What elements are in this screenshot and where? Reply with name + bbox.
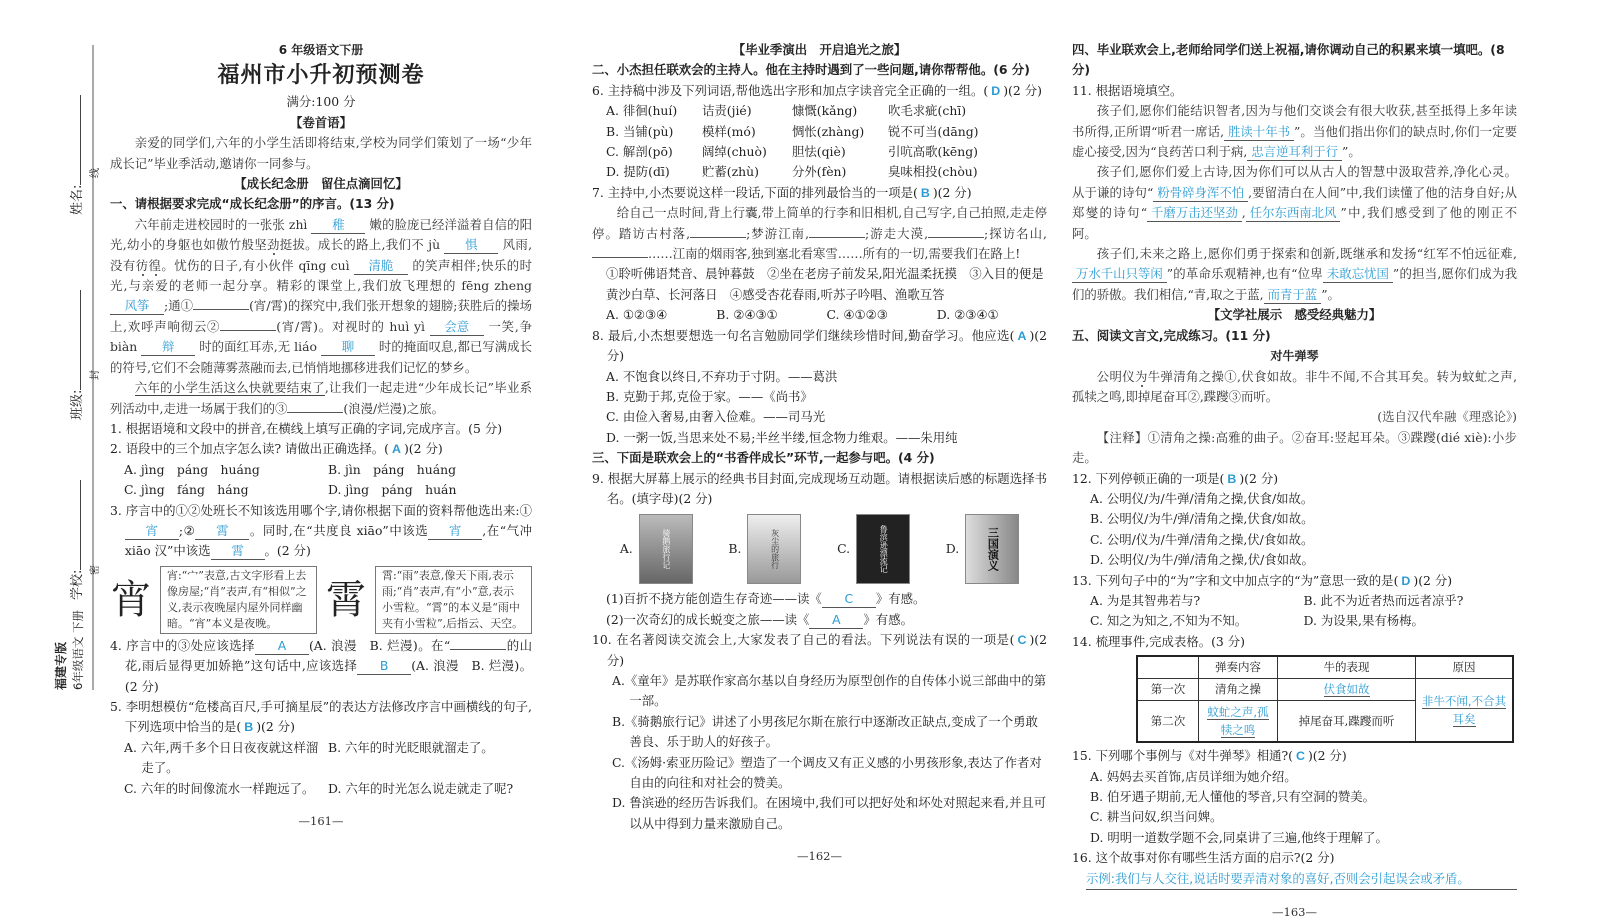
answer-blank: 千磨万击还坚劲 bbox=[1147, 204, 1242, 222]
answer-blank: 胜读十年书 bbox=[1224, 123, 1294, 141]
answer-blank: 惧 bbox=[444, 236, 498, 254]
book-covers bbox=[592, 509, 1047, 589]
book-cover-image: 鲁滨逊漂流记 bbox=[856, 514, 910, 584]
event-table bbox=[1136, 655, 1514, 743]
text-run: (2)一次奇幻的成长蜕变之旅——读《 bbox=[606, 611, 810, 627]
answer-blank: 霄 bbox=[211, 542, 265, 560]
text-run: (宵/霄)的探究中,我们张开想象的翅膀;获胜后的操场上,欢呼声响彻云② bbox=[110, 298, 532, 334]
text-run: ;游走大漠, bbox=[865, 225, 929, 241]
text-run: 12. 下列停顿正确的一项是( bbox=[1072, 470, 1225, 486]
choice-answer: C bbox=[1295, 749, 1305, 764]
answer-blank: 宵 bbox=[125, 522, 179, 540]
text-run: 一笑,争 biàn bbox=[110, 318, 532, 355]
note-box: 宵:“宀”表意,古文字形看上去像房屋;“肖”表声,有“相似”之义,表示夜晚屋内屋外同样幽暗。“宵”本义是夜晚。 bbox=[160, 566, 317, 634]
option-item: 锐不可当(dāng) bbox=[888, 123, 979, 139]
blessing-paragraph bbox=[1072, 162, 1517, 244]
answer-blank: 未敢忘忧国 bbox=[1323, 265, 1393, 283]
question-16-answer: 示例:我们与人交往,说话时要弄清对象的喜好,否则会引起误会或矛盾。 bbox=[1086, 869, 1517, 890]
text-run: 时的面红耳赤,无 liáo bbox=[195, 339, 321, 355]
question-12 bbox=[1072, 469, 1517, 489]
choice-answer: A bbox=[1017, 328, 1027, 343]
option-item: 慷慨(kǎng) bbox=[792, 103, 858, 119]
text-run: ;通① bbox=[164, 298, 194, 314]
table-cell: 掉尾奋耳,蹀躞而听 bbox=[1278, 701, 1416, 743]
section-2-heading: 二、小杰担任联欢会的主持人。他在主持时遇到了一些问题,请你帮帮他。(6 分) bbox=[592, 62, 1030, 78]
text-run: 5. 李明想模仿“危楼高百尺,手可摘星辰”的表达方法修改序言中画横线的句子,下列选项中恰当的是( bbox=[110, 698, 532, 735]
page-number: —162— bbox=[797, 849, 842, 864]
answer-blank: 忠言逆耳利于行 bbox=[1247, 143, 1342, 161]
book-cover-image: 灰尘的旅行 bbox=[747, 514, 801, 584]
dotted-character: 彷 bbox=[135, 257, 149, 273]
text-source: (选自汉代牟融《理惑论》) bbox=[1377, 409, 1517, 425]
grade-subtitle: 6 年级语文下册 bbox=[278, 43, 364, 57]
text-run: 牛弹清角之操①,伏食如故。非牛不闻,不合其耳矣。转为蚊虻之声,孤犊之鸣,即掉尾奋耳②,蹀躞③而听。 bbox=[1072, 368, 1518, 404]
book-option-a bbox=[620, 514, 693, 584]
question-6-options bbox=[592, 101, 1047, 183]
text-run: , bbox=[1241, 205, 1246, 221]
choice-answer: B bbox=[244, 720, 254, 735]
section-band: 【成长纪念册 留住点滴回忆】 bbox=[234, 176, 408, 192]
option-item: 阔绰(chuò) bbox=[702, 144, 767, 160]
blessing-paragraph bbox=[1072, 101, 1517, 162]
empty-blank bbox=[220, 330, 276, 331]
text-run: ;② bbox=[178, 522, 196, 538]
page-162 bbox=[592, 40, 1047, 867]
question-2 bbox=[110, 439, 532, 459]
text-run: 时的掩面叹息,都已写满成长的符号,它们不会随薄雾蒸融而去,已悄悄地挪移进我们记忆的梦乡。 bbox=[110, 339, 532, 375]
option-item: A. 妈妈去买首饰,店员详细为她介绍。 bbox=[1090, 768, 1297, 784]
secret-mark: 密 bbox=[90, 565, 101, 575]
section-1-heading: 一、请根据要求完成“成长纪念册”的序言。(13 分) bbox=[110, 196, 395, 212]
page-161 bbox=[110, 40, 532, 831]
text-run: 4. 序言中的③处应该选择 bbox=[110, 637, 255, 653]
question-15 bbox=[1072, 746, 1517, 766]
text-run: ,在“气冲 xiāo 汉”中该选 bbox=[124, 522, 532, 559]
seal-glyph-xiao-sky: 霄 bbox=[325, 576, 366, 623]
choice-answer: D bbox=[991, 83, 1001, 98]
school-field-label[interactable] bbox=[66, 480, 85, 600]
question-12-options bbox=[1072, 489, 1517, 571]
passage-paragraph bbox=[110, 378, 532, 419]
question-5-options bbox=[110, 738, 532, 799]
option-letter: A. bbox=[619, 541, 633, 557]
underlined-sentence: 六年的小学生活这么快就要结束了 bbox=[134, 380, 325, 396]
option-item: C. jìng fáng háng bbox=[124, 482, 249, 498]
text-run: 给自己一点时间,背上行囊,带上简单的行李和旧相机,自己写字,自己拍照,走走停停。踏访古村落, bbox=[592, 205, 1047, 241]
empty-blank bbox=[809, 237, 865, 238]
question-1: 1. 根据语境和文段中的拼音,在横线上填写正确的字词,完成序言。(5 分) bbox=[110, 420, 503, 436]
question-13 bbox=[1072, 571, 1517, 591]
section-band: 【文学社展示 感受经典魅力】 bbox=[1207, 307, 1382, 323]
option-item: C. 解剖(pō) bbox=[606, 144, 673, 160]
question-6 bbox=[592, 81, 1047, 101]
seal-glyph-xiao-night: 宵 bbox=[110, 576, 151, 623]
section-5-heading: 五、阅读文言文,完成练习。(11 分) bbox=[1072, 327, 1271, 343]
text-run: (A. 浪漫 B. 烂漫)。(2 分) bbox=[124, 658, 532, 694]
text-run: )(2 分) bbox=[1003, 82, 1042, 98]
text-run: )(2 分) bbox=[1307, 748, 1347, 764]
option-item: 诘责(jié) bbox=[702, 103, 752, 119]
option-item: B. 克勤于邦,克俭于家。——《尚书》 bbox=[606, 388, 813, 404]
text-run: ,让我们一起走进“少年成长记”毕业系列活动中,走进一场属于我们的③ bbox=[110, 380, 533, 416]
table-cell bbox=[1199, 701, 1278, 743]
option-item: D. ②③④① bbox=[936, 307, 999, 323]
option-item: 分外(fèn) bbox=[792, 164, 847, 180]
option-letter: D. bbox=[945, 541, 960, 557]
table-row bbox=[1137, 679, 1513, 701]
option-item: A. 为是其智弗若与? bbox=[1090, 592, 1201, 608]
text-run: 。同时,在“共度良 xiāo”中该选 bbox=[249, 522, 429, 538]
question-8 bbox=[592, 326, 1047, 367]
option-item: B. 伯牙遇子期前,无人懂他的琴音,只有空洞的赞美。 bbox=[1090, 789, 1376, 804]
question-13-options bbox=[1072, 591, 1517, 632]
answer-blank: 聊 bbox=[321, 338, 375, 356]
option-item: C.《汤姆·索亚历险记》塑造了一个调皮又有正义感的小男孩形象,表达了作者对自由的向往和对社会的赞美。 bbox=[612, 754, 1042, 790]
option-item: C. 公明/仪为/牛弹/清角之操,伏/食如故。 bbox=[1090, 531, 1314, 547]
option-item: B. ②④③① bbox=[716, 307, 778, 323]
text-run: 的山花,雨后显得更加娇艳”这句话中,应该选择 bbox=[124, 637, 533, 674]
text-run: 13. 下列句子中的“为”字和文中加点字的“为”意思一致的是( bbox=[1072, 572, 1399, 588]
text-run: ”的革命乐观精神,也有“位卑 bbox=[1166, 266, 1323, 282]
text-run: )(2 分) bbox=[932, 184, 972, 200]
option-letter: B. bbox=[728, 541, 742, 557]
binding-line bbox=[92, 45, 94, 690]
page-number: —161— bbox=[298, 814, 344, 828]
text-run: (浪漫/烂漫)之旅。 bbox=[343, 400, 444, 416]
choice-answer: A bbox=[392, 442, 401, 457]
option-item: A. 公明仪/为/牛弹/清角之操,伏食/如故。 bbox=[1090, 490, 1314, 506]
table-cell: 第一次 bbox=[1137, 679, 1199, 701]
empty-blank bbox=[193, 309, 249, 310]
option-item: A.《童年》是苏联作家高尔基以自身经历为原型创作的自传体小说三部曲中的第一部。 bbox=[612, 672, 1047, 709]
table-header: 弹奏内容 bbox=[1199, 656, 1278, 679]
note-box: 霄:“雨”表意,像天下雨,表示雨;“肖”表声,有“小”意,表示小雪粒。“霄”的本义是“雨中夹有小雪粒”,后指云、天空。 bbox=[375, 566, 532, 634]
option-item: 胆怯(qiè) bbox=[792, 144, 846, 160]
option-item: 吹毛求疵(chī) bbox=[888, 103, 967, 119]
table-header-row bbox=[1137, 656, 1513, 679]
text-run: 孩子们,愿你们爱上古诗,因为你们可以从古人的智慧中汲取营养,净化心灵。从于谦的诗句“ bbox=[1072, 164, 1517, 200]
empty-blank bbox=[928, 237, 984, 238]
option-item: C. ④①②③ bbox=[826, 307, 888, 323]
table-cell: 第二次 bbox=[1137, 701, 1199, 743]
dotted-character: 为 bbox=[1135, 368, 1148, 384]
answer-blank: 清脆 bbox=[354, 257, 408, 275]
choice-answer: B bbox=[920, 185, 930, 200]
option-item: B. 此不为近者热而远者凉乎? bbox=[1303, 592, 1464, 608]
blessing-paragraph bbox=[1072, 244, 1517, 305]
answer-text: 非牛不闻,不合其耳矣 bbox=[1421, 694, 1507, 727]
answer-blank: 霄 bbox=[195, 522, 249, 540]
text-run: (A. 浪漫 B. 烂漫)。在“ bbox=[308, 637, 451, 653]
book-cover-image: 三国演义 bbox=[965, 514, 1019, 584]
text-run: 。(2 分) bbox=[264, 543, 311, 559]
option-item: 模样(mó) bbox=[702, 123, 756, 139]
answer-blank: 宵 bbox=[428, 522, 482, 540]
answer-blank: C bbox=[822, 590, 876, 608]
text-run: 六年前走进校园时的一张张 zhì bbox=[134, 216, 312, 232]
class-label: 班级: bbox=[70, 389, 85, 420]
table-header: 牛的表现 bbox=[1278, 656, 1416, 679]
name-field-label[interactable] bbox=[66, 95, 85, 215]
text-run: ”。当他们指出你们的缺点时,你们一定要虚心接受,因为“良药苦口利于病, bbox=[1072, 123, 1517, 160]
question-7 bbox=[592, 183, 1047, 203]
option-item: 引吭高歌(kēng) bbox=[888, 144, 978, 160]
answer-text: 伏食如故 bbox=[1323, 682, 1370, 697]
question-2-options bbox=[110, 460, 532, 501]
text-run: )(2 分) bbox=[606, 632, 1047, 668]
full-score: 满分:100 分 bbox=[286, 94, 356, 110]
option-item: 贮蓄(zhù) bbox=[702, 164, 759, 180]
page-163 bbox=[1072, 40, 1517, 922]
option-item: D. 六年的时光怎么说走就走了呢? bbox=[328, 780, 514, 796]
text-run: 》有感。 bbox=[863, 611, 913, 627]
classical-text bbox=[1072, 367, 1517, 408]
character-notes bbox=[110, 566, 532, 634]
line-mark: 线 bbox=[90, 168, 101, 178]
choice-answer: D bbox=[1401, 573, 1411, 588]
annotations: 【注释】①清角之操:高雅的曲子。②奋耳:竖起耳朵。③蹀躞(dié xiè):小步走。 bbox=[1072, 429, 1517, 466]
text-run: ”。 bbox=[1342, 144, 1361, 160]
empty-blank bbox=[592, 257, 648, 258]
table-cell bbox=[1278, 679, 1416, 701]
section-4-heading: 四、毕业联欢会上,老师给同学们送上祝福,请你调动自己的积累来填一填吧。(8 分) bbox=[1072, 42, 1505, 78]
question-7-items: ①聆听佛语梵音、晨钟暮鼓 ②坐在老房子前发呆,阳光温柔抚摸 ③入目的便是黄沙白草、长河落日 ④感受杏花春雨,听苏子吟唱、渔歌互答 bbox=[606, 266, 1044, 302]
option-item: B.《骑鹅旅行记》讲述了小男孩尼尔斯在旅行中逐渐改正缺点,变成了一个勇敢善良、乐于助人的好孩子。 bbox=[612, 713, 1038, 750]
text-run: 10. 在名著阅读交流会上,大家发表了自己的看法。下列说法有误的一项是( bbox=[592, 632, 1015, 648]
table-header: 原因 bbox=[1416, 656, 1514, 679]
option-item: A. ①②③④ bbox=[606, 307, 668, 323]
answer-blank: 辩 bbox=[141, 338, 195, 356]
seal-mark: 封 bbox=[90, 370, 101, 380]
text-run: ”的担当,愿你们成为我们的骄傲。我们相信,“青,取之于蓝, bbox=[1072, 266, 1518, 302]
answer-text: 蚊虻之声,孤犊之鸣 bbox=[1207, 705, 1269, 738]
text-run: ;梦游江南, bbox=[746, 225, 810, 241]
text-run: 7. 主持中,小杰要说这样一段话,下面的排列最恰当的一项是( bbox=[592, 184, 918, 200]
question-10-options bbox=[592, 671, 1047, 834]
option-item: D. 一粥一饭,当思来处不易;半丝半缕,恒念物力维艰。——朱用纯 bbox=[606, 429, 958, 445]
table-header bbox=[1137, 656, 1199, 679]
empty-blank bbox=[690, 237, 746, 238]
option-item: D. 提防(dī) bbox=[606, 164, 670, 180]
answer-blank: 任尔东西南北风 bbox=[1246, 204, 1341, 222]
question-7-options bbox=[592, 305, 1047, 325]
option-item: C. 知之为知之,不知为不知。 bbox=[1090, 613, 1248, 629]
text-run: 》有感。 bbox=[875, 591, 926, 607]
page-number: —163— bbox=[1272, 905, 1317, 920]
dotted-character: 徨 bbox=[148, 257, 162, 273]
text-run: 2. 语段中的三个加点字怎么读? 请做出正确选择。( bbox=[110, 441, 389, 457]
option-item: A. jìng páng huáng bbox=[124, 461, 260, 477]
option-letter: C. bbox=[837, 541, 851, 557]
choice-answer: C bbox=[1017, 633, 1027, 648]
option-item: D. jìng páng huán bbox=[328, 482, 457, 498]
question-9: 9. 根据大屏幕上展示的经典书目封面,完成现场互动题。请根据读后感的标题选择书名。(填字母)(2 分) bbox=[592, 470, 1047, 506]
school-label: 学校: bbox=[70, 569, 85, 600]
question-3 bbox=[110, 501, 532, 562]
classical-text-title: 对牛弹琴 bbox=[1270, 349, 1319, 364]
text-run: 6. 主持稿中涉及下列词语,帮他选出字形和加点字读音完全正确的一组。( bbox=[592, 82, 989, 98]
class-field-label[interactable] bbox=[66, 290, 85, 420]
passage-paragraph bbox=[110, 215, 532, 378]
grade-label: 6年级语文 下册 bbox=[71, 610, 85, 690]
text-run: 15. 下列哪个事例与《对牛弹琴》相通?( bbox=[1072, 748, 1293, 764]
question-7-passage bbox=[592, 203, 1047, 264]
answer-blank: 会意 bbox=[430, 318, 484, 336]
option-item: C. 耕当问奴,织当问婢。 bbox=[1090, 809, 1223, 825]
preface-text: 亲爱的同学们,六年的小学生活即将结束,学校为同学们策划了一场“少年成长记”毕业季活动,邀请你一同参与。 bbox=[110, 135, 532, 171]
empty-blank bbox=[287, 412, 343, 413]
text-run: 嫩的脸庞已经洋溢着自信的阳光,幼小的身躯也如傲竹般坚 bbox=[110, 216, 532, 253]
question-9-2 bbox=[592, 610, 1047, 630]
text-run: )(2 分) bbox=[403, 441, 443, 457]
question-16: 16. 这个故事对你有哪些生活方面的启示?(2 分) bbox=[1072, 850, 1335, 866]
text-run: )(2 分) bbox=[256, 719, 295, 735]
text-run: ”中,我们感受到了他的刚正不阿。 bbox=[1072, 205, 1517, 241]
option-item: B. jìn páng huáng bbox=[328, 461, 457, 477]
text-run: (宵/霄)。对视时的 huì yì bbox=[276, 318, 430, 334]
text-run: 3. 序言中的①②处班长不知该选用哪个字,请你根据下面的资料帮他选出来:① bbox=[110, 502, 532, 518]
answer-blank: 风筝 bbox=[110, 297, 164, 315]
option-item: D. 公明仪/为牛/弹/清角之操,伏/食如故。 bbox=[1090, 552, 1314, 568]
option-item: A. 不饱食以终日,不弃功于寸阴。——葛洪 bbox=[606, 368, 838, 384]
option-item: 惆怅(zhàng) bbox=[792, 123, 865, 139]
answer-blank: 万水千山只等闲 bbox=[1072, 265, 1167, 283]
text-run: 挺拔。成长的路上,我们不 jù bbox=[279, 237, 445, 253]
question-14: 14. 梳理事件,完成表格。(3 分) bbox=[1072, 633, 1245, 649]
page-title: 福州市小升初预测卷 bbox=[217, 63, 425, 89]
edition-label: 福建专版 bbox=[54, 641, 68, 690]
book-option-c bbox=[837, 514, 910, 584]
option-item: D. 鲁滨逊的经历告诉我们。在困境中,我们可以把好处和坏处对照起来看,并且可以从中得到力量来激励自己。 bbox=[612, 795, 1047, 831]
text-run: 风雨,没有 bbox=[110, 237, 533, 273]
text-run: 孩子们,未来之路上,愿你们勇于探索和创新,既继承和发扬“红军不怕远征难, bbox=[1096, 246, 1517, 262]
question-4 bbox=[110, 636, 532, 697]
answer-blank: B bbox=[357, 657, 411, 675]
option-item: B. 公明仪/为牛/弹/清角之操,伏食/如故。 bbox=[1090, 511, 1314, 527]
option-item: D. 为设果,果有杨梅。 bbox=[1303, 613, 1424, 629]
table-cell: 清角之操 bbox=[1199, 679, 1278, 701]
book-cover-image: 骑鹅旅行记 bbox=[639, 514, 693, 584]
question-8-options bbox=[592, 367, 1047, 449]
answer-blank: A bbox=[809, 611, 863, 629]
question-9-1 bbox=[592, 589, 1047, 609]
text-run: 8. 最后,小杰想要想选一句名言勉励同学们继续珍惜时间,勤奋学习。他应选( bbox=[592, 327, 1015, 343]
option-item: C. 六年的时间像流水一样跑远了。 bbox=[124, 780, 315, 796]
section-band: 【毕业季演出 开启追光之旅】 bbox=[732, 42, 907, 57]
option-item: D. 明明一道数学题不会,同桌讲了三遍,他终于理解了。 bbox=[1090, 829, 1388, 845]
text-run: 的笑声相伴;快乐的时光,与亲爱的老师一起分享。精彩的课堂上,我们放飞理想的 fēng zheng bbox=[110, 257, 533, 294]
book-option-b bbox=[728, 514, 801, 584]
answer-blank: 粉骨碎身浑不怕 bbox=[1153, 184, 1248, 202]
question-11: 11. 根据语境填空。 bbox=[1072, 82, 1183, 98]
option-item: B. 当铺(pù) bbox=[606, 123, 674, 139]
empty-blank bbox=[450, 649, 506, 650]
answer-blank: A bbox=[255, 637, 309, 655]
text-run: )(2 分) bbox=[1413, 572, 1453, 588]
book-option-d bbox=[946, 514, 1019, 584]
text-run: )(2 分) bbox=[606, 327, 1047, 364]
choice-answer: B bbox=[1227, 471, 1237, 486]
table-cell bbox=[1416, 679, 1514, 743]
option-item: A. 徘徊(huí) bbox=[606, 103, 678, 119]
question-10 bbox=[592, 630, 1047, 671]
option-item: C. 由俭入奢易,由奢入俭难。——司马光 bbox=[606, 409, 826, 425]
option-item: B. 六年的时光眨眼就溜走了。 bbox=[328, 739, 494, 755]
text-run: 孩子们,愿你们能结识智者,因为与他们交谈会有很大收获,甚至抵得上多年读书所得,正所谓“听君一席话, bbox=[1072, 103, 1517, 139]
text-run: )(2 分) bbox=[1239, 470, 1279, 486]
option-item: A. 六年,两千多个日日夜夜就这样溜走了。 bbox=[124, 739, 319, 776]
text-run: ……江南的烟雨客,独到塞北看寒雪……所有的一切,需要我们在路上! bbox=[648, 246, 1021, 262]
option-item: 臭味相投(chòu) bbox=[888, 164, 978, 180]
text-run: ”。 bbox=[1321, 286, 1340, 302]
section-3-heading: 三、下面是联欢会上的“书香伴成长”环节,一起参与吧。(4 分) bbox=[592, 450, 935, 466]
text-run: 公明仪 bbox=[1096, 368, 1136, 384]
text-run: (1)百折不挠方能创造生存奇迹——读《 bbox=[606, 591, 822, 607]
dotted-character: 劲 bbox=[266, 237, 280, 253]
text-run: ;探访名山, bbox=[984, 225, 1047, 241]
question-5 bbox=[110, 697, 532, 738]
answer-blank: 而青于蓝 bbox=[1264, 286, 1322, 304]
preface-heading: 【卷首语】 bbox=[290, 114, 352, 130]
answer-blank: 稚 bbox=[311, 216, 365, 234]
question-15-options bbox=[1072, 767, 1517, 849]
text-run: ,要留清白在人间”中,我们读懂了他的洁身自好;从郑燮的诗句“ bbox=[1072, 184, 1518, 221]
name-label: 姓名: bbox=[70, 184, 85, 215]
text-run: 。忧伤的日子,有小伙伴 qīng cuì bbox=[161, 257, 354, 273]
